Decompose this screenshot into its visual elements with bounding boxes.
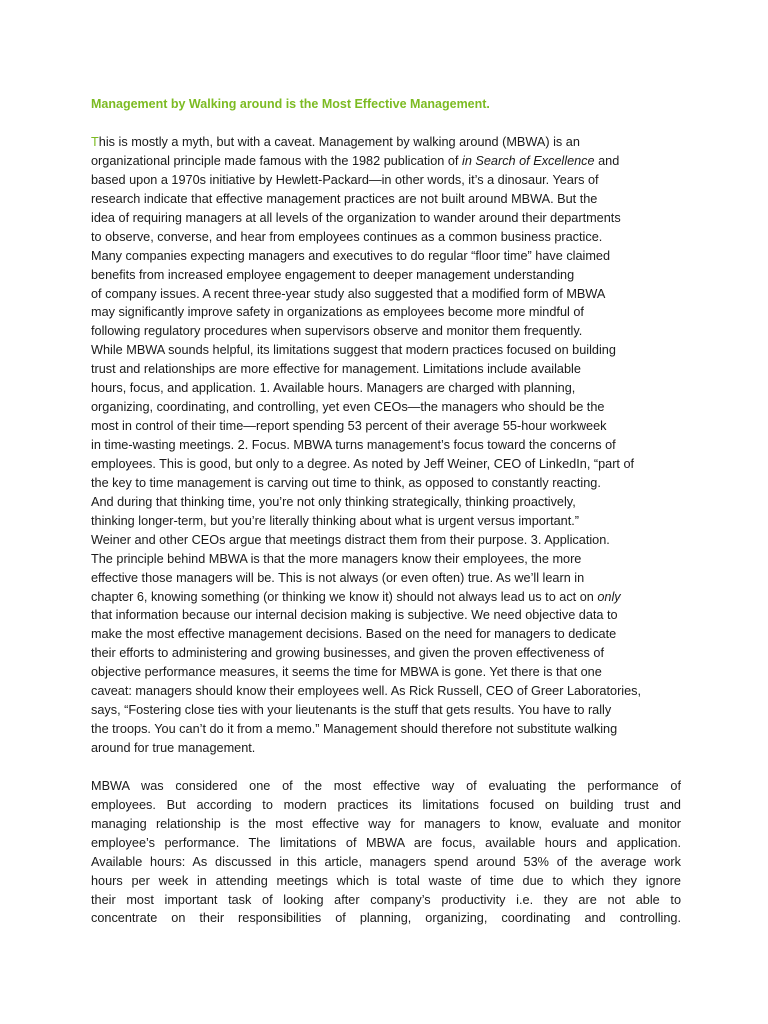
text-line: make the most effective management decisions. Based on the need for managers to dedicate <box>91 627 617 642</box>
text-line: the troops. You can’t do it from a memo.” Management should therefore not substitute walking <box>91 722 618 737</box>
text-line: objective performance measures, it seems the time for MBWA is gone. Yet there is that one <box>91 665 602 680</box>
text-line: hours, focus, and application. 1. Available hours. Managers are charged with planning, <box>91 381 576 396</box>
text-line: organizational principle made famous with the 1982 publication of in Search of Excellence and <box>91 153 620 168</box>
text-line: The principle behind MBWA is that the more managers know their employees, the more <box>91 551 582 566</box>
text-line: And during that thinking time, you’re not only thinking strategically, thinking proactively, <box>91 494 576 509</box>
text-line: Many companies expecting managers and executives to do regular “floor time” have claimed <box>91 248 611 263</box>
text-line: following regulatory procedures when supervisors observe and monitor them frequently. <box>91 324 583 339</box>
document-title: Management by Walking around is the Most Effective Management. <box>91 97 490 111</box>
text-line: While MBWA sounds helpful, its limitations suggest that modern practices focused on building <box>91 343 616 358</box>
text-line: managing relationship is the most effective way for managers to know, evaluate and monitor <box>91 816 681 831</box>
text-line: in time-wasting meetings. 2. Focus. MBWA turns management’s focus toward the concerns of <box>91 438 616 452</box>
text-line: Available hours: As discussed in this article, managers spend around 53% of the average work <box>91 854 681 869</box>
italic-text: only <box>597 589 621 604</box>
text-line: employees. This is good, but only to a degree. As noted by Jeff Weiner, CEO of LinkedIn, “part of <box>91 456 635 471</box>
text-line: Weiner and other CEOs argue that meetings distract them from their purpose. 3. Application. <box>91 532 610 547</box>
text-line: effective those managers will be. This is not always (or even often) true. As we’ll learn in <box>91 570 585 585</box>
text-line: may significantly improve safety in organizations as employees become more mindful of <box>91 305 584 320</box>
text-line: MBWA was considered one of the most effective way of evaluating the performance of <box>91 778 681 793</box>
text-line: caveat: managers should know their employees well. As Rick Russell, CEO of Greer Laboratories, <box>91 684 642 699</box>
text-line: research indicate that effective management practices are not built around MBWA. But the <box>91 191 598 206</box>
text-line: around for true management. <box>91 741 256 755</box>
text-line: idea of requiring managers at all levels of the organization to wander around their departments <box>91 210 621 225</box>
text-line: based upon a 1970s initiative by Hewlett-Packard—in other words, it’s a dinosaur. Years of <box>91 172 599 187</box>
italic-text: in Search of Excellence <box>462 153 595 168</box>
text-line: hours per week in attending meetings which is total waste of time due to which they ignore <box>91 873 681 888</box>
drop-cap-letter: T <box>91 135 99 149</box>
text-line: to observe, converse, and hear from employees continues as a common business practice. <box>91 229 603 244</box>
text-line: the key to time management is carving out time to think, as opposed to constantly reacting. <box>91 475 601 490</box>
document-page <box>91 95 681 928</box>
text-line: trust and relationships are more effective for management. Limitations include available <box>91 362 581 377</box>
text-line: that information because our internal decision making is subjective. We need objective data to <box>91 608 618 623</box>
text-line: This is mostly a myth, but with a caveat. Management by walking around (MBWA) is an <box>91 135 580 149</box>
paragraph-1 <box>91 133 681 758</box>
text-line: their efforts to administering and growing businesses, and given the proven effectiveness of <box>91 646 604 661</box>
text-line: benefits from increased employee engagement to deeper management understanding <box>91 267 575 282</box>
paragraph-gap <box>91 758 681 777</box>
paragraph-2 <box>91 777 681 929</box>
text-line: thinking longer-term, but you’re literally thinking about what is urgent versus important.” <box>91 513 579 528</box>
text-line: of company issues. A recent three-year study also suggested that a modified form of MBWA <box>91 286 606 301</box>
text-line: their most important task of looking after company’s productivity i.e. they are not able to <box>91 892 681 907</box>
text-line: most in control of their time—report spending 53 percent of their average 55-hour workweek <box>91 419 607 434</box>
text-line: says, “Fostering close ties with your lieutenants is the stuff that gets results. You have to rally <box>91 703 612 718</box>
text-line: employees. But according to modern practices its limitations focused on building trust and <box>91 797 681 812</box>
text-line: organizing, coordinating, and controlling, yet even CEOs—the managers who should be the <box>91 400 605 415</box>
text-line: chapter 6, knowing something (or thinking we know it) should not always lead us to act on only <box>91 589 621 604</box>
text-line: employee’s performance. The limitations of MBWA are focus, available hours and application. <box>91 835 681 850</box>
text-line: concentrate on their responsibilities of planning, organizing, coordinating and controlling. <box>91 911 681 926</box>
